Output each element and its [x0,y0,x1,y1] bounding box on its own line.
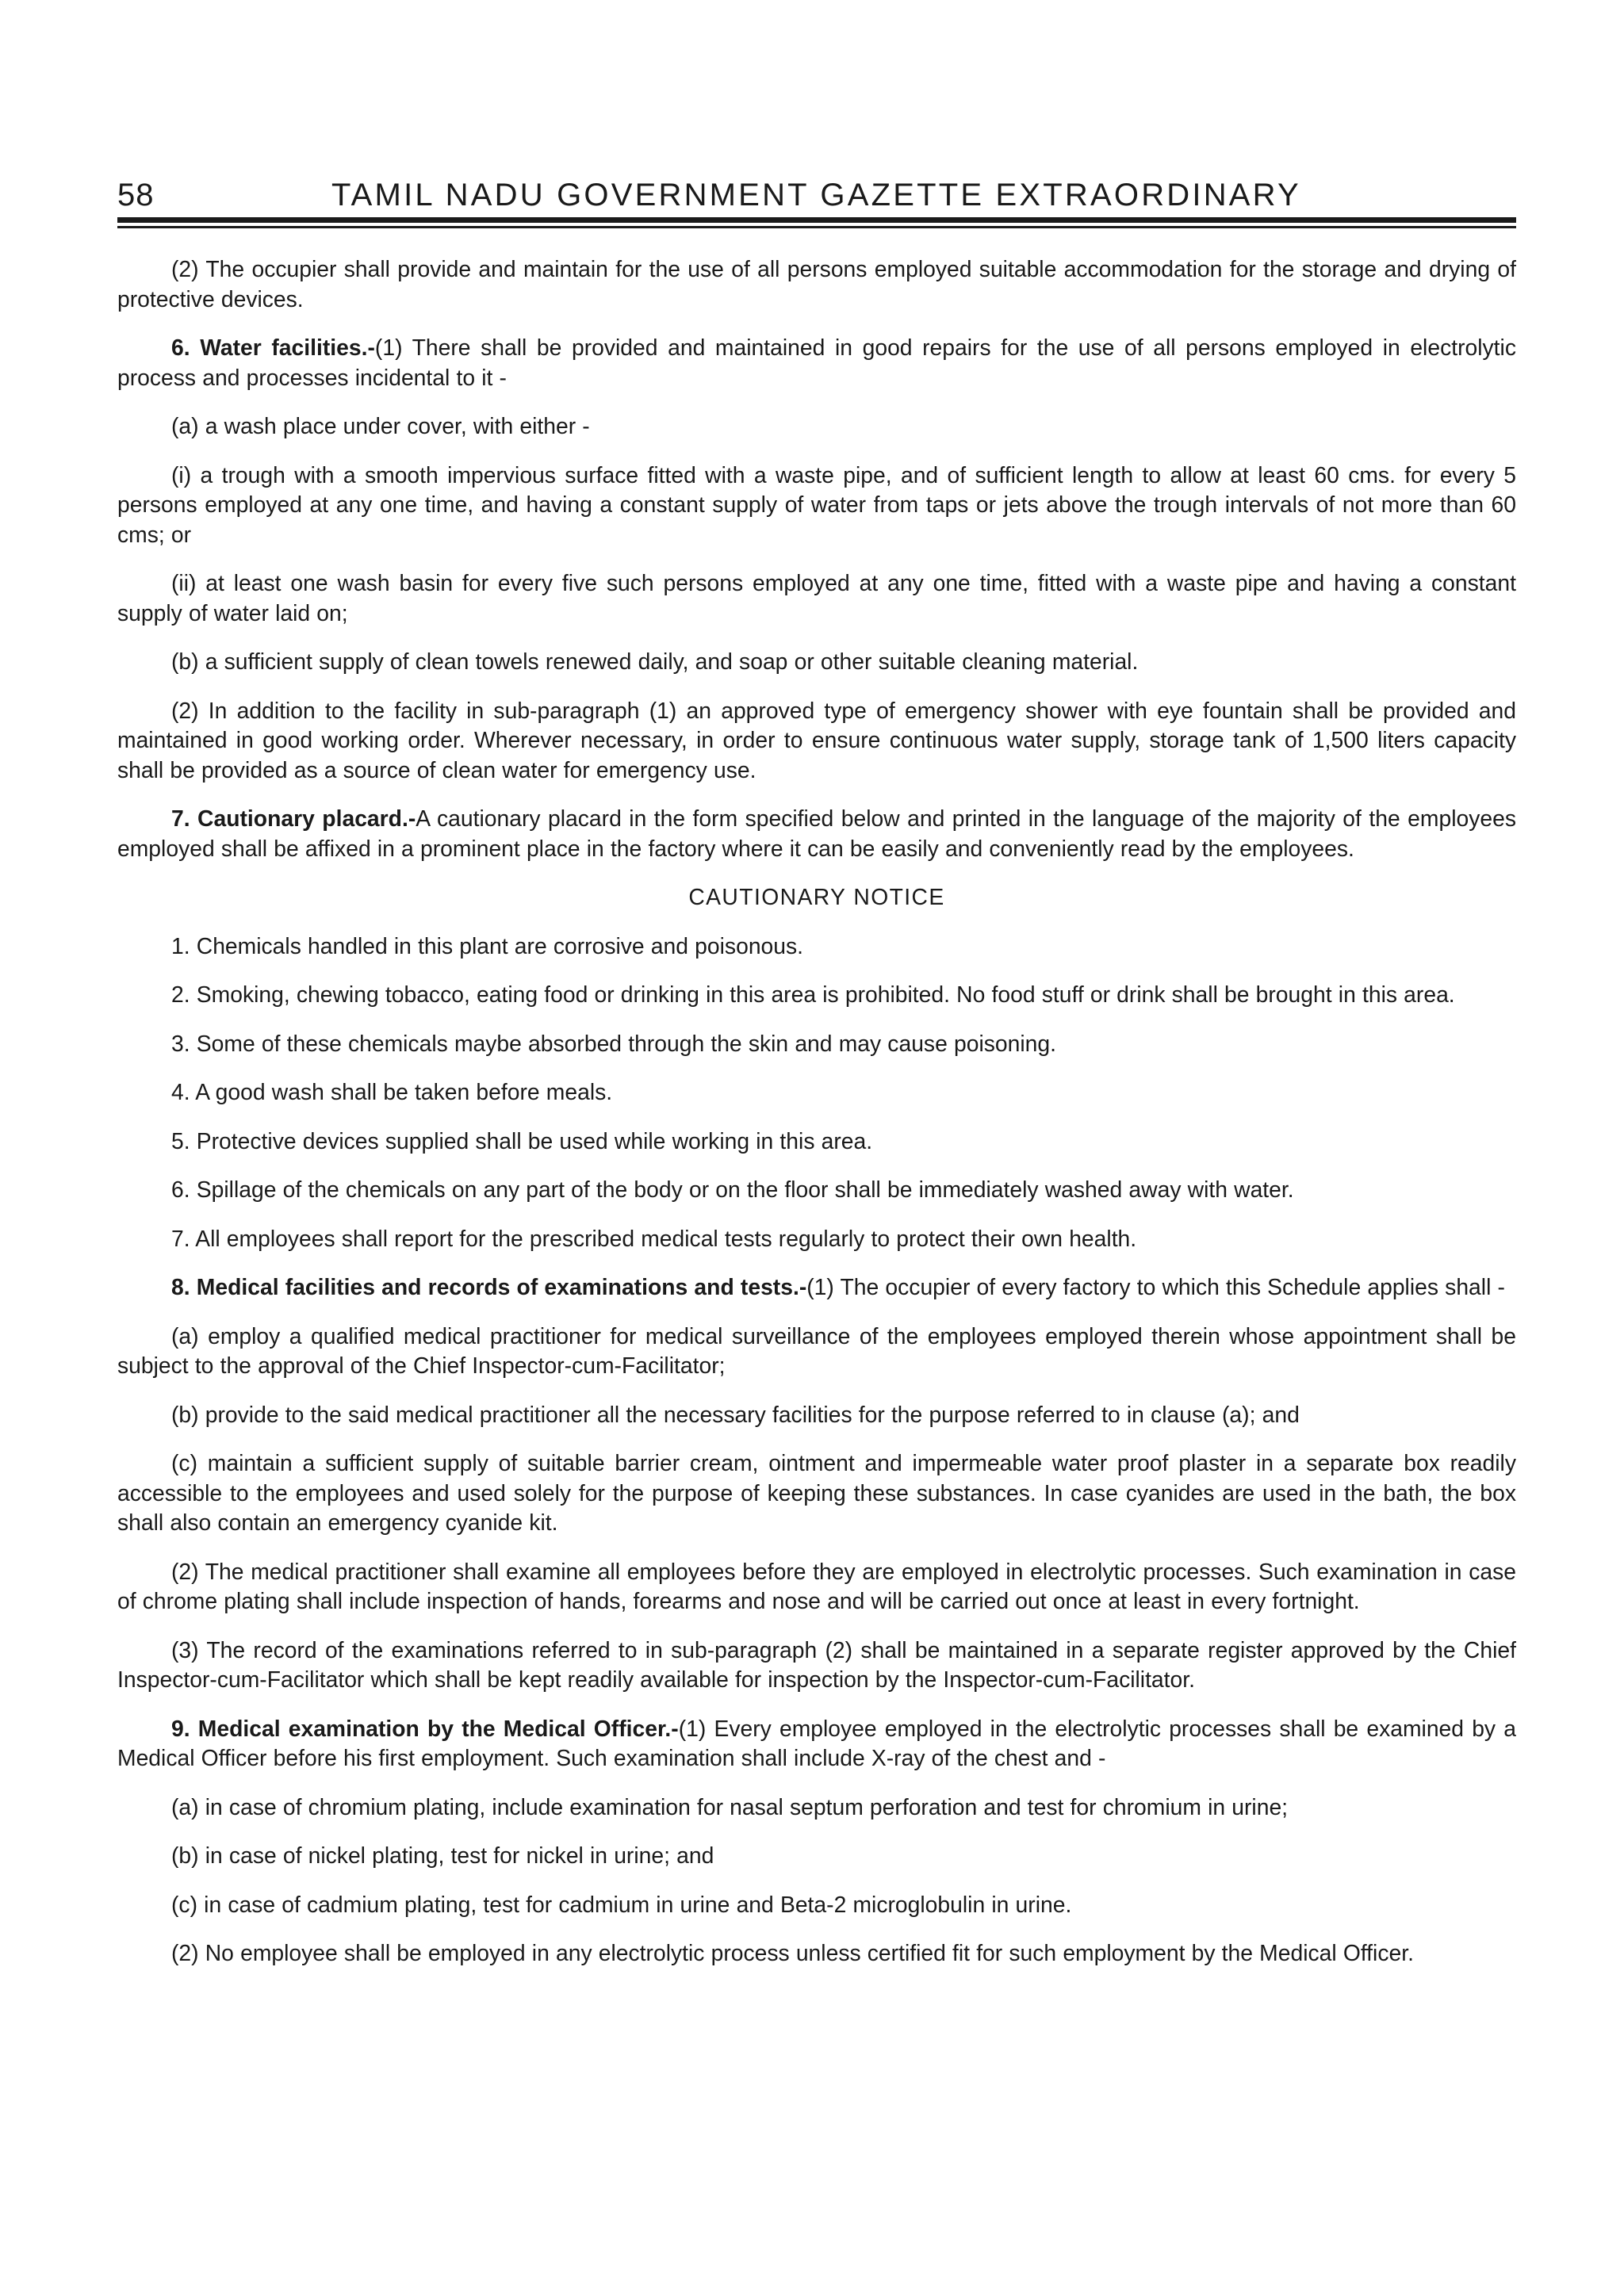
notice-item-5 [117,1127,1516,1157]
notice-item-4 [117,1077,1516,1108]
paragraph-text: (b) a sufficient supply of clean towels renewed daily, and soap or other suitable cleaning material. [171,649,1139,674]
paragraph-nickel [117,1841,1516,1871]
paragraph-text: 7. All employees shall report for the prescribed medical tests regularly to protect their own health. [171,1225,1137,1251]
paragraph-emergency-shower [117,696,1516,786]
header-rule-thin [117,226,1516,228]
document-body [117,254,1516,1988]
paragraph-text: (3) The record of the examinations referred to in sub-paragraph (2) shall be maintained in a separate register approved by the Chief Inspector-cum-Facilitator which shall be kept readily available for inspection by the Inspector-cum-Facilitator. [117,1636,1516,1692]
paragraph-medical-officer [117,1714,1516,1774]
paragraph-text: (2) The occupier shall provide and maintain for the use of all persons employed suitable accommodation for the storage and drying of protective devices. [117,256,1516,312]
paragraph-text: A cautionary placard in the form specified below and printed in the language of the majority of the employees employed shall be affixed in a prominent place in the factory where it can be easily and conveniently read by the employees. [117,806,1516,861]
paragraph-text: (2) No employee shall be employed in any electrolytic process unless certified fit for such employment by the Medical Officer. [171,1940,1414,1965]
notice-item-3 [117,1029,1516,1059]
paragraph-text: (i) a trough with a smooth impervious surface fitted with a waste pipe, and of sufficient length to allow at least 60 cms. for every 5 persons employed at any one time, and having a constant supply of water from taps or jets above the trough intervals of not more than 60 cms; or [117,461,1516,547]
paragraph-examination-record [117,1636,1516,1695]
header-rule-thick [117,217,1516,223]
paragraph-text: (b) in case of nickel plating, test for nickel in urine; and [171,1843,714,1868]
paragraph-facilities-provided [117,1400,1516,1430]
paragraph-text: (1) The occupier of every factory to which this Schedule applies shall - [806,1274,1505,1299]
paragraph-text: (b) provide to the said medical practitioner all the necessary facilities for the purpose referred to in clause (a); and [171,1401,1300,1427]
paragraph-text: (a) in case of chromium plating, include examination for nasal septum perforation and test for chromium in urine; [171,1793,1289,1820]
paragraph-text: 5. Protective devices supplied shall be used while working in this area. [171,1127,873,1154]
paragraph-text: (c) maintain a sufficient supply of suitable barrier cream, ointment and impermeable water proof plaster in a separate box readily accessible to the employees and used solely for the purpose of keeping these substances. In case cyanides are used in the bath, the box shall also contain an emergency cyanide kit. [117,1450,1516,1535]
paragraph-text: 2. Smoking, chewing tobacco, eating food or drinking in this area is prohibited. No food stuff or drink shall be brought in this area. [171,982,1455,1007]
paragraph-water-facilities [117,333,1516,392]
gazette-title: TAMIL NADU GOVERNMENT GAZETTE EXTRAORDINARY [331,178,1301,212]
paragraph-text: (2) In addition to the facility in sub-paragraph (1) an approved type of emergency shower with eye fountain shall be provided and maintained in good working order. Wherever necessary, in order to ensure continuous water supply, storage tank of 1,500 liters capacity shall be provided as a source of clean water for emergency use. [117,697,1516,783]
page-number: 58 [117,178,155,212]
paragraph-chromium [117,1793,1516,1823]
notice-item-1 [117,932,1516,962]
section-heading: 7. Cautionary placard.- [171,806,416,831]
paragraph-barrier-cream [117,1448,1516,1538]
paragraph-text: (a) employ a qualified medical practitioner for medical surveillance of the employees employed therein whose appointment shall be subject to the approval of the Chief Inspector-cum-Facilitator; [117,1322,1516,1378]
paragraph-text: (ii) at least one wash basin for every five such persons employed at any one time, fitted with a waste pipe and having a constant supply of water laid on; [117,570,1516,626]
paragraph-text: 6. Spillage of the chemicals on any part of the body or on the floor shall be immediately washed away with water. [171,1177,1294,1202]
paragraph-wash-place [117,411,1516,442]
paragraph-towels [117,647,1516,677]
paragraph-medical-practitioner [117,1322,1516,1381]
paragraph-text: 4. A good wash shall be taken before meals. [171,1079,613,1104]
paragraph-text: (1) There shall be provided and maintained in good repairs for the use of all persons employed in electrolytic process and processes incidental to it - [117,335,1516,390]
page-header [117,171,1516,219]
paragraph-text: (2) The medical practitioner shall examine all employees before they are employed in electrolytic processes. Such examination in case of chrome plating shall include inspection of hands, forearms and nose and will be carried out once at least in every fortnight. [117,1558,1516,1613]
notice-item-6 [117,1175,1516,1205]
notice-item-7 [117,1224,1516,1254]
paragraph-text: (c) in case of cadmium plating, test for cadmium in urine and Beta-2 microglobulin in urine. [171,1891,1072,1917]
paragraph-medical-facilities [117,1272,1516,1303]
paragraph-storage-devices [117,254,1516,314]
notice-title-text: CAUTIONARY NOTICE [688,884,945,909]
paragraph-cadmium [117,1890,1516,1920]
section-heading: 6. Water facilities.- [171,335,375,360]
paragraph-text: 3. Some of these chemicals maybe absorbed through the skin and may cause poisoning. [171,1030,1056,1056]
paragraph-text: (a) a wash place under cover, with either - [171,413,590,438]
section-heading: 9. Medical examination by the Medical Officer.- [171,1715,679,1741]
paragraph-text: (1) Every employee employed in the electrolytic processes shall be examined by a Medical Officer before his first employment. Such examination shall include X-ray of the chest and - [117,1715,1516,1770]
paragraph-trough [117,461,1516,550]
section-heading: 8. Medical facilities and records of examinations and tests.- [171,1274,807,1299]
paragraph-text: 1. Chemicals handled in this plant are corrosive and poisonous. [171,932,804,959]
paragraph-examination [117,1557,1516,1617]
cautionary-notice-title [117,882,1516,913]
notice-item-2 [117,980,1516,1010]
paragraph-certified-fit [117,1938,1516,1969]
paragraph-cautionary-placard [117,804,1516,863]
paragraph-wash-basin [117,568,1516,628]
